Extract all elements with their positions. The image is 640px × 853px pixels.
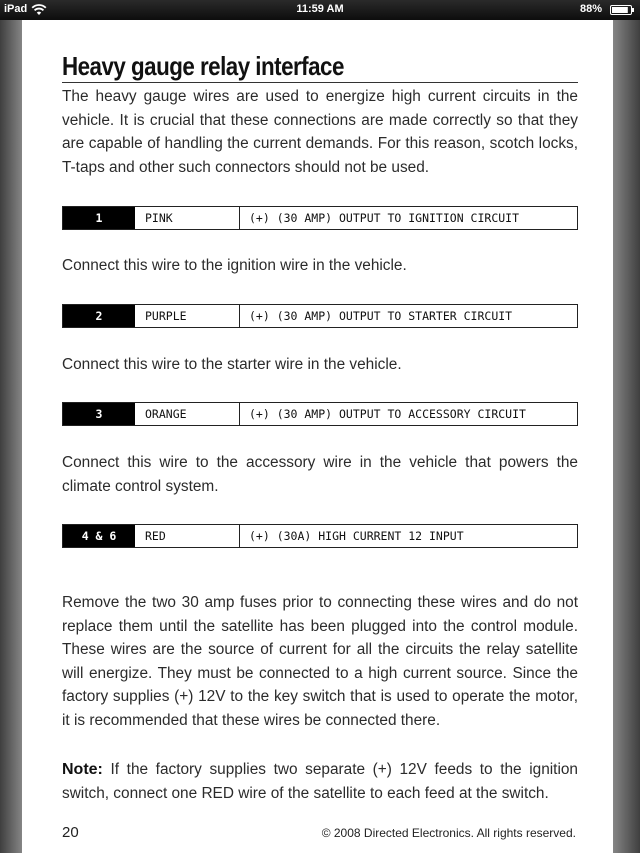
page-number: 20: [62, 824, 79, 841]
note-label: Note:: [62, 761, 103, 778]
page-title: Heavy gauge relay interface: [62, 51, 344, 81]
wire-color: PURPLE: [135, 305, 240, 327]
document-page[interactable]: [22, 20, 613, 853]
wire-instruction: Remove the two 30 amp fuses prior to connecting these wires and do not replace them until the satellite has been plugged into the control module. These wires are the source of current for all the circuits the relay satellite will energize. They must be connected to a high current source. Since the factory supplies (+) 12V to the key switch that is used to operate the motor, it is recommended that these wires be connected there.: [62, 594, 578, 729]
clock: 11:59 AM: [296, 3, 344, 15]
wire-description: (+) (30 AMP) OUTPUT TO STARTER CIRCUIT: [249, 309, 513, 323]
battery-icon: [610, 5, 634, 15]
battery-percent: 88%: [579, 3, 602, 15]
wire-instruction: Connect this wire to the starter wire in the vehicle.: [62, 356, 402, 373]
wire-table-row: [62, 402, 578, 426]
wire-table-row: [62, 304, 578, 328]
wire-color: PINK: [135, 207, 240, 229]
wire-color: RED: [135, 525, 240, 547]
status-bar: [0, 0, 640, 20]
copyright-notice: © 2008 Directed Electronics. All rights reserved.: [321, 826, 576, 840]
wire-table-row: [62, 524, 578, 548]
wire-table-row: [62, 206, 578, 230]
wire-number: 4 & 6: [63, 525, 135, 547]
wire-number: 3: [63, 403, 135, 425]
wire-description: (+) (30 AMP) OUTPUT TO ACCESSORY CIRCUIT: [249, 407, 526, 421]
title-divider: [62, 82, 578, 83]
wire-instruction: Connect this wire to the ignition wire in the vehicle.: [62, 257, 407, 274]
page-shadow-right: [613, 20, 640, 853]
device-name: iPad: [4, 3, 28, 15]
note-text: If the factory supplies two separate (+) 12V feeds to the ignition switch, connect one RED wire of the satellite to each feed at the switch.: [62, 761, 578, 802]
intro-paragraph: The heavy gauge wires are used to energize high current circuits in the vehicle. It is crucial that these connections are made correctly so that they are capable of handling the current demands. For this reason, scotch locks, T-taps and other such connectors should not be used.: [62, 88, 578, 176]
wire-number: 1: [63, 207, 135, 229]
page-shadow-left: [0, 20, 22, 853]
wire-description: (+) (30A) HIGH CURRENT 12 INPUT: [249, 529, 464, 543]
wire-number: 2: [63, 305, 135, 327]
note-paragraph: [62, 758, 578, 805]
wire-description: (+) (30 AMP) OUTPUT TO IGNITION CIRCUIT: [249, 211, 520, 225]
wire-instruction: Connect this wire to the accessory wire in the vehicle that powers the climate control system.: [62, 454, 578, 495]
wire-color: ORANGE: [135, 403, 240, 425]
